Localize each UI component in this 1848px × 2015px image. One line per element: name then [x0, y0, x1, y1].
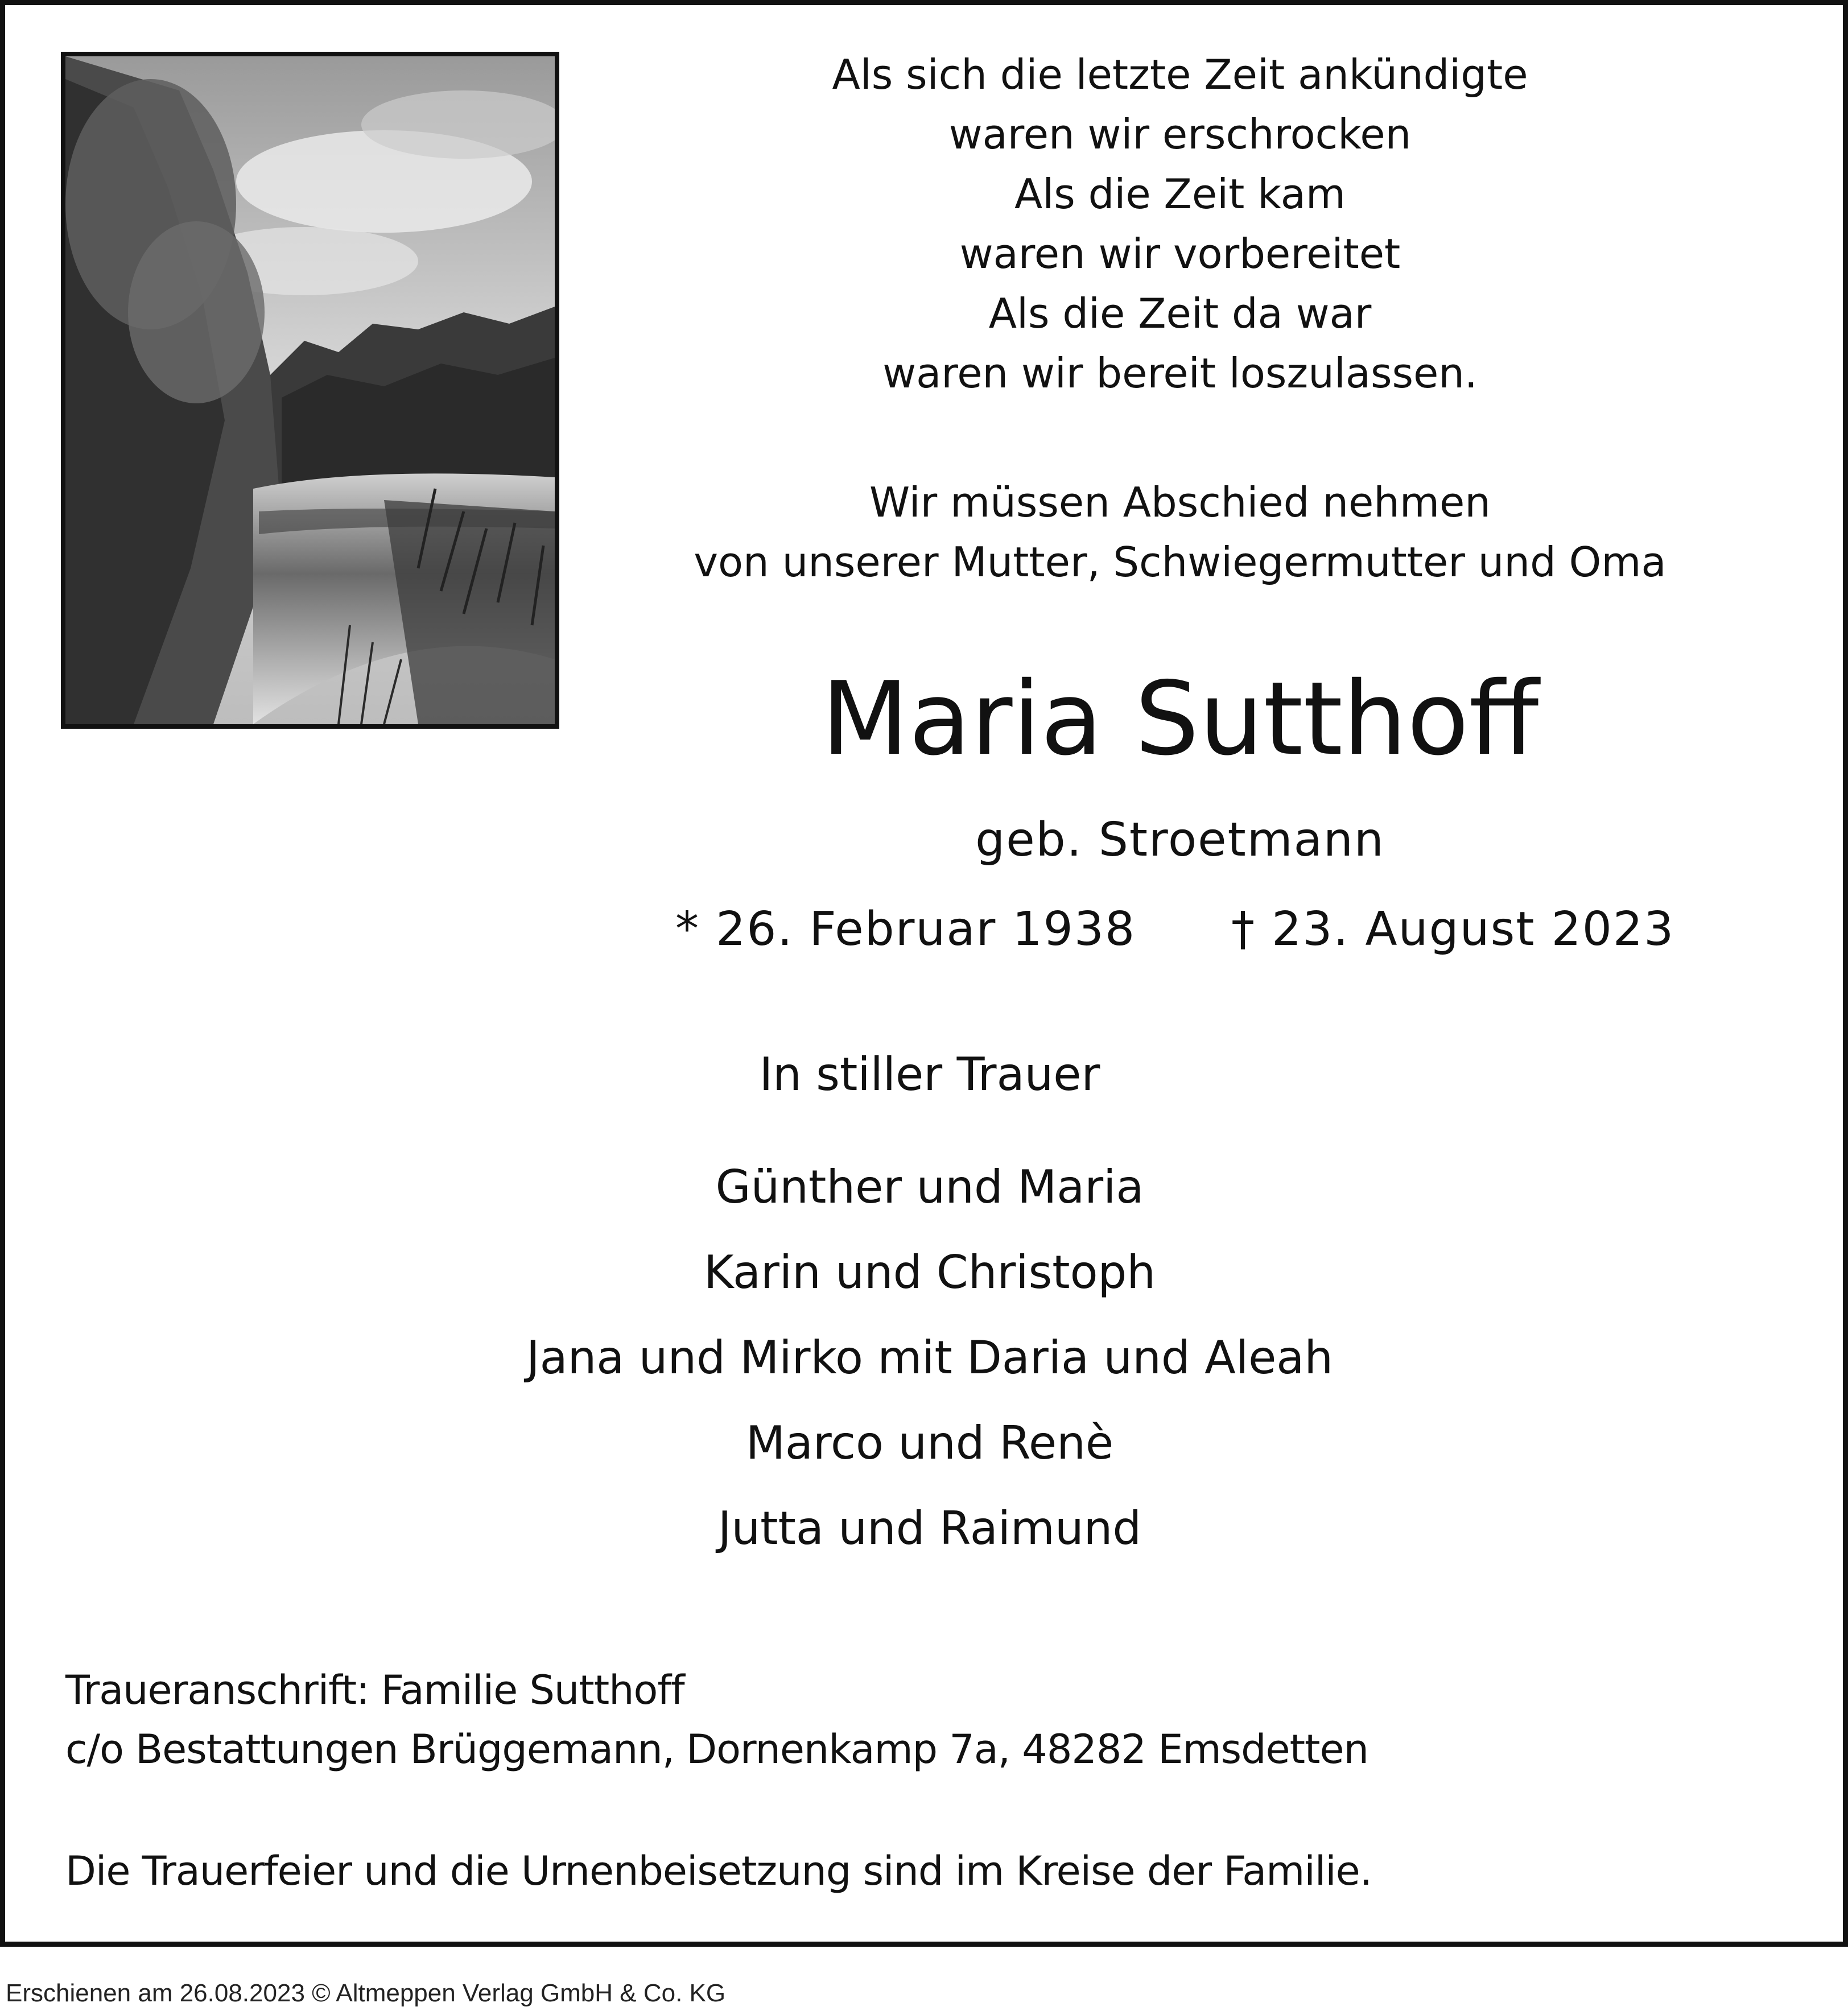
intro-line: von unserer Mutter, Schwiegermutter und Oma [694, 538, 1666, 586]
deceased-name: Maria Sutthoff [821, 660, 1539, 778]
landscape-photo [61, 52, 559, 729]
poem-line: waren wir bereit loszulassen. [882, 349, 1478, 397]
mourning-address [65, 1661, 1368, 1779]
address-line: c/o Bestattungen Brüggemann, Dornenkamp 7a, 48282 Emsdetten [65, 1726, 1368, 1773]
poem [648, 45, 1712, 403]
family-list [449, 1145, 1410, 1571]
mourning-label: In stiller Trauer [759, 1048, 1100, 1101]
maiden-name: geb. Stroetmann [975, 813, 1385, 867]
family-member: Jutta und Raimund [717, 1502, 1142, 1555]
publication-footer: Erschienen am 26.08.2023 © Altmeppen Verlag GmbH & Co. KG [6, 1979, 726, 2007]
poem-line: Als die Zeit da war [988, 290, 1372, 337]
poem-line: Als die Zeit kam [1014, 170, 1346, 218]
family-member: Karin und Christoph [703, 1246, 1156, 1299]
family-member: Marco und Renè [745, 1417, 1114, 1469]
poem-line: waren wir erschrocken [948, 110, 1412, 158]
death-date: † 23. August 2023 [1231, 902, 1675, 956]
intro-line: Wir müssen Abschied nehmen [869, 478, 1491, 526]
birth-date: * 26. Februar 1938 [675, 902, 1136, 956]
farewell-intro [648, 473, 1712, 592]
river-landscape-image [65, 56, 555, 724]
family-member: Günther und Maria [715, 1161, 1144, 1213]
poem-line: waren wir vorbereitet [959, 230, 1401, 278]
poem-line: Als sich die letzte Zeit ankündigte [832, 51, 1528, 98]
ceremony-note: Die Trauerfeier und die Urnenbeisetzung sind im Kreise der Familie. [65, 1848, 1372, 1894]
address-line: Traueranschrift: Familie Sutthoff [65, 1667, 684, 1713]
family-member: Jana und Mirko mit Daria und Aleah [526, 1331, 1334, 1384]
